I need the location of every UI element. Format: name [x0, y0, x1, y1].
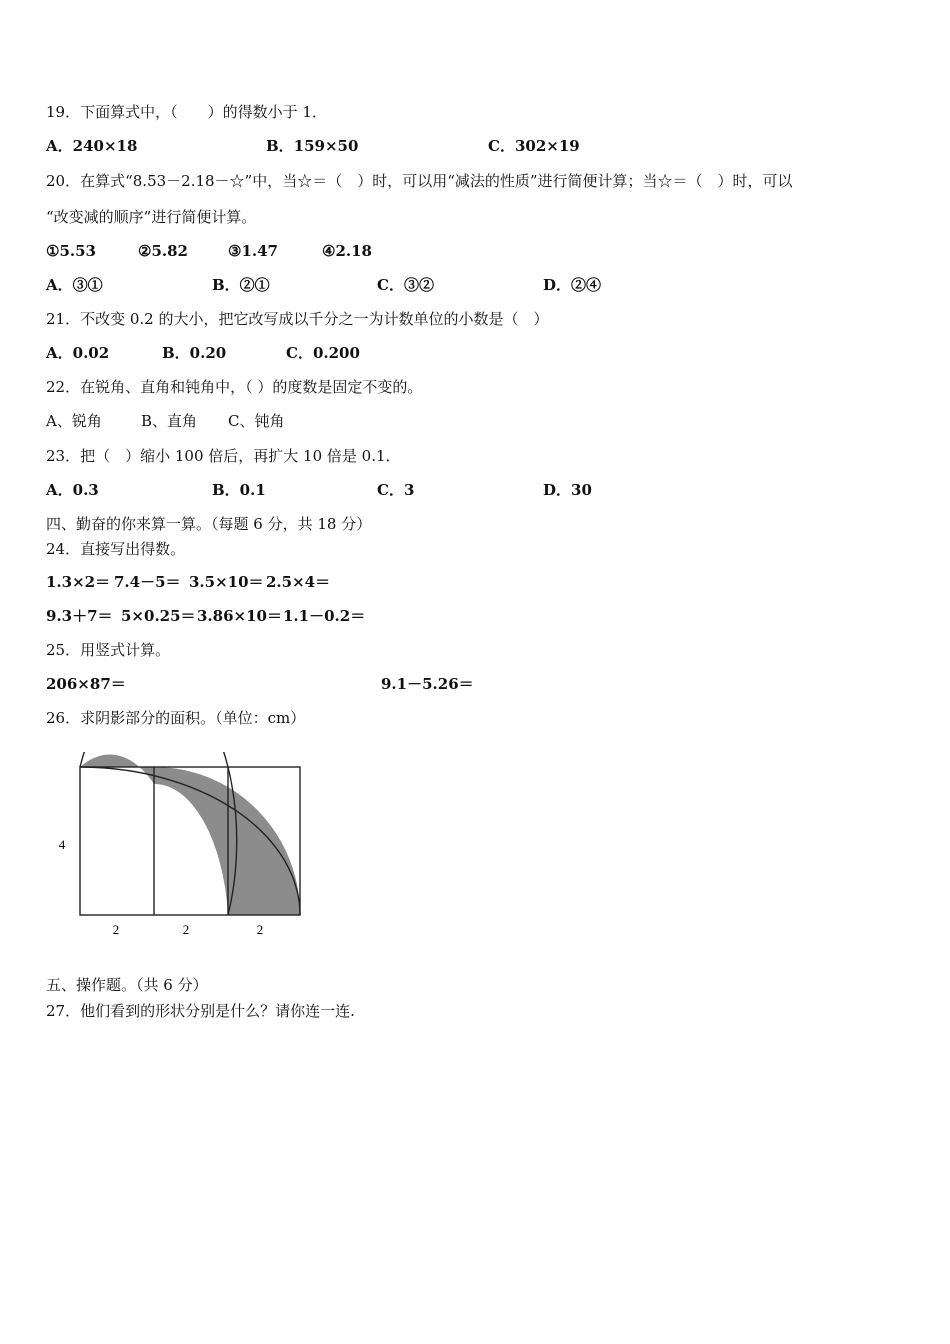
q27-stem: 27．他们看到的形状分别是什么？请你连一连. [46, 1002, 355, 1020]
q21-option-c[interactable]: C．0.200 [286, 344, 360, 362]
shaded-region [228, 787, 300, 915]
q22-option-b[interactable]: B、直角 [141, 412, 198, 430]
q23-option-b[interactable]: B．0.1 [212, 481, 266, 499]
q25-item-2: 9.1－5.26＝ [381, 675, 474, 693]
q24-item: 2.5×4＝ [266, 573, 331, 591]
q24-item: 9.3＋7＝ [46, 607, 113, 625]
q23-option-d[interactable]: D．30 [543, 481, 592, 499]
q24-item: 7.4－5＝ [114, 573, 181, 591]
q19-option-b[interactable]: B．159×50 [266, 137, 359, 155]
shaded-area-figure [50, 752, 330, 952]
q20-option-c[interactable]: C．③② [377, 276, 434, 294]
q22-option-a[interactable]: A、锐角 [46, 412, 102, 430]
q25-item-1: 206×87＝ [46, 675, 126, 693]
q20-choice-3: ③1.47 [228, 242, 278, 260]
q24-item: 1.1－0.2＝ [283, 607, 366, 625]
q23-option-c[interactable]: C．3 [377, 481, 415, 499]
q20-stem-line2: “改变减的顺序”进行简便计算。 [46, 208, 257, 226]
q26-stem: 26．求阴影部分的面积。（单位：cm） [46, 709, 306, 727]
q24-item: 3.86×10＝ [197, 607, 282, 625]
width-label: 2 [112, 922, 120, 937]
q20-choice-2: ②5.82 [138, 242, 188, 260]
section5-title: 五、操作题。（共 6 分） [46, 976, 208, 994]
q24-item: 1.3×2＝ [46, 573, 111, 591]
q21-option-a[interactable]: A．0.02 [46, 344, 110, 362]
q20-option-d[interactable]: D．②④ [543, 276, 602, 294]
q20-option-b[interactable]: B．②① [212, 276, 270, 294]
q20-option-a[interactable]: A．③① [46, 276, 103, 294]
width-label: 2 [182, 922, 190, 937]
q19-option-a[interactable]: A．240×18 [46, 137, 138, 155]
shaded-region [154, 767, 228, 915]
width-label: 2 [256, 922, 264, 937]
height-label: 4 [58, 837, 66, 852]
q22-stem: 22．在锐角、直角和钝角中，（ ）的度数是固定不变的。 [46, 378, 423, 396]
q20-choice-1: ①5.53 [46, 242, 96, 260]
q24-stem: 24．直接写出得数。 [46, 540, 186, 558]
q22-option-c[interactable]: C、钝角 [228, 412, 285, 430]
q21-stem: 21．不改变 0.2 的大小，把它改写成以千分之一为计数单位的小数是（ ） [46, 310, 549, 328]
q23-option-a[interactable]: A．0.3 [46, 481, 99, 499]
q24-item: 5×0.25＝ [121, 607, 196, 625]
q19-option-c[interactable]: C．302×19 [488, 137, 580, 155]
q25-stem: 25．用竖式计算。 [46, 641, 171, 659]
q19-stem: 19．下面算式中，（ ）的得数小于 1． [46, 103, 327, 121]
q20-choice-4: ④2.18 [322, 242, 372, 260]
q20-stem-line1: 20．在算式“8.53－2.18－☆”中，当☆＝（ ）时，可以用“减法的性质”进行简便计算；当☆＝（ ）时，可以 [46, 172, 793, 190]
q21-option-b[interactable]: B．0.20 [162, 344, 227, 362]
section4-title: 四、勤奋的你来算一算。（每题 6 分，共 18 分） [46, 515, 372, 533]
q23-stem: 23．把（ ）缩小 100 倍后，再扩大 10 倍是 0.1． [46, 447, 401, 465]
q24-item: 3.5×10＝ [189, 573, 264, 591]
